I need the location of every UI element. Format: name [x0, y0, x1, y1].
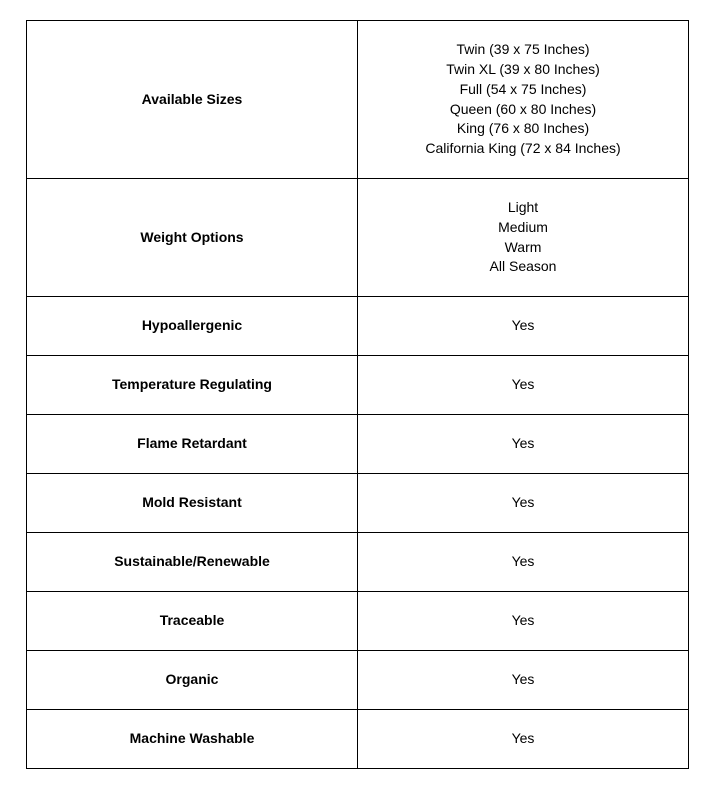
table-row-temperature-regulating — [27, 356, 689, 415]
row-label: Organic — [27, 651, 358, 710]
table-row-traceable — [27, 592, 689, 651]
row-value: Yes — [358, 297, 689, 356]
row-value: Yes — [358, 710, 689, 769]
row-label: Mold Resistant — [27, 474, 358, 533]
weight-option: Medium — [498, 218, 548, 235]
weight-option: Warm — [504, 238, 542, 255]
table-row-sustainable-renewable — [27, 533, 689, 592]
row-value: Yes — [358, 356, 689, 415]
row-value: Yes — [358, 592, 689, 651]
table-row-flame-retardant — [27, 415, 689, 474]
size-option: California King (72 x 84 Inches) — [425, 139, 621, 156]
row-value: Yes — [358, 651, 689, 710]
table-row-weight-options — [27, 179, 689, 297]
table-row-available-sizes — [27, 21, 689, 179]
row-label: Weight Options — [27, 179, 358, 297]
row-value — [358, 179, 689, 297]
row-value: Yes — [358, 533, 689, 592]
size-option: Twin XL (39 x 80 Inches) — [446, 61, 600, 78]
size-option: King (76 x 80 Inches) — [456, 120, 590, 137]
row-label: Machine Washable — [27, 710, 358, 769]
table-row-mold-resistant — [27, 474, 689, 533]
row-label: Hypoallergenic — [27, 297, 358, 356]
row-label: Temperature Regulating — [27, 356, 358, 415]
spec-table — [26, 20, 689, 769]
size-option: Full (54 x 75 Inches) — [459, 80, 587, 97]
table-row-machine-washable — [27, 710, 689, 769]
weight-option: All Season — [489, 258, 557, 275]
row-label: Traceable — [27, 592, 358, 651]
row-value: Yes — [358, 415, 689, 474]
size-option: Queen (60 x 80 Inches) — [449, 100, 597, 117]
row-label: Sustainable/Renewable — [27, 533, 358, 592]
row-value: Yes — [358, 474, 689, 533]
table-row-organic — [27, 651, 689, 710]
weight-option: Light — [507, 199, 539, 216]
row-value — [358, 21, 689, 179]
table-row-hypoallergenic — [27, 297, 689, 356]
row-label: Available Sizes — [27, 21, 358, 179]
size-option: Twin (39 x 75 Inches) — [456, 41, 590, 58]
row-label: Flame Retardant — [27, 415, 358, 474]
